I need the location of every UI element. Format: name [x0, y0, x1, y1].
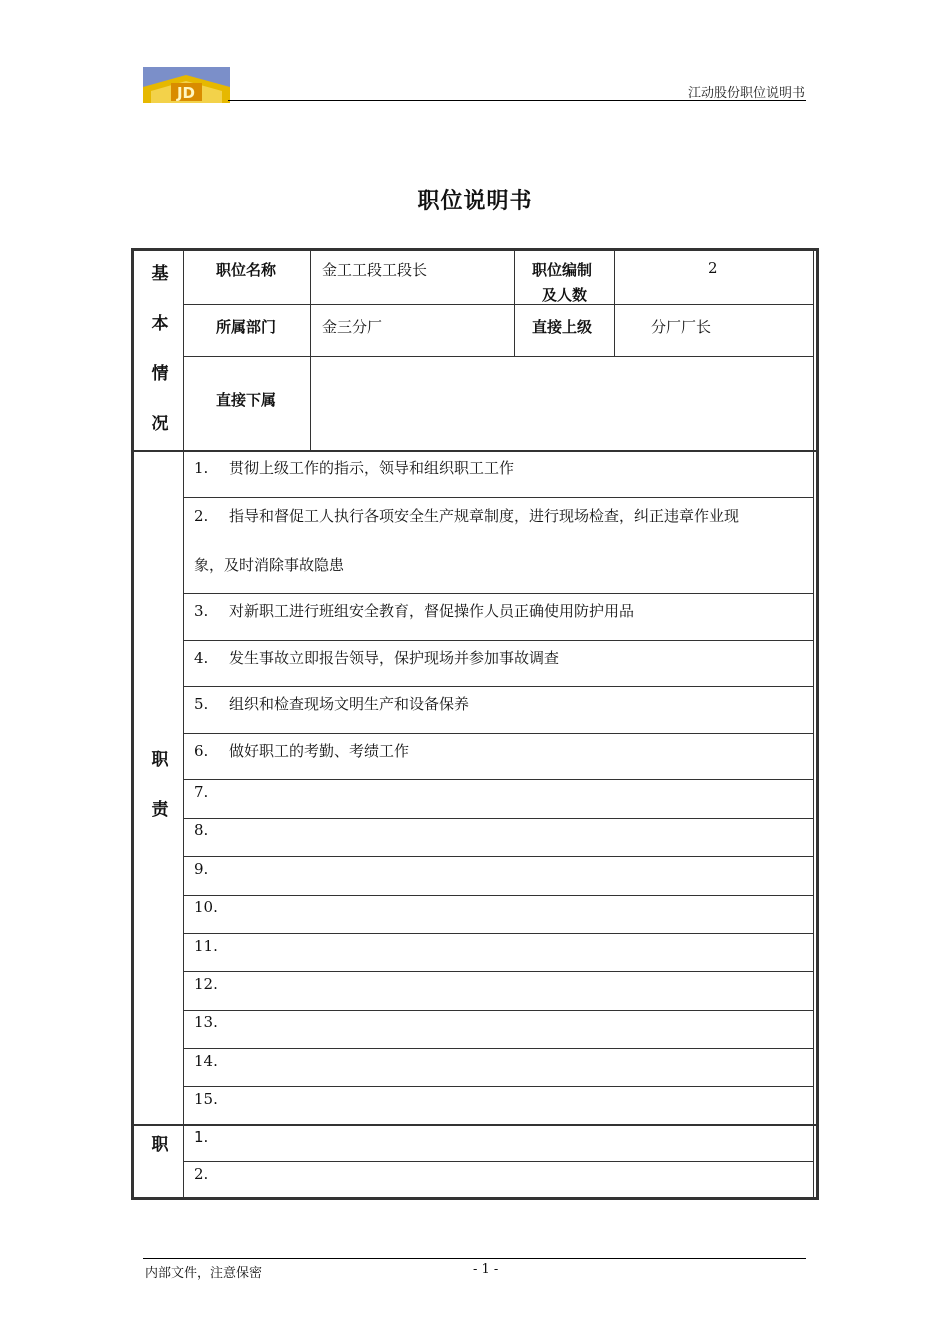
- section-label-authority: 职: [151, 1135, 169, 1155]
- duty-item: [194, 975, 229, 993]
- duty-line: [183, 971, 813, 972]
- section-label-duties-2: 责: [151, 800, 169, 820]
- duty-text: 贯彻上级工作的指示，领导和组织职工工作: [229, 459, 515, 477]
- duty-line: [183, 686, 813, 687]
- authority-item: [194, 1128, 229, 1146]
- duty-line: [183, 779, 813, 780]
- duty-item: [194, 898, 229, 916]
- duty-number: 12.: [194, 975, 218, 993]
- duty-item: [194, 860, 229, 878]
- duty-line: [183, 818, 813, 819]
- basic-row-line-2: [183, 356, 813, 357]
- duty-line: [183, 933, 813, 934]
- duty-number: 14.: [194, 1052, 218, 1070]
- duty-item: [194, 1090, 229, 1108]
- duty-item: [194, 600, 634, 621]
- duty-item: [194, 783, 229, 801]
- section-label-basic-2: 本: [151, 314, 169, 334]
- duty-line: [183, 1086, 813, 1087]
- position-name-value: 金工工段工段长: [322, 261, 428, 279]
- duty-number: 11.: [194, 937, 218, 955]
- headcount-value: 2: [708, 259, 718, 277]
- duty-item: [194, 693, 469, 714]
- duty-number: 15.: [194, 1090, 218, 1108]
- section-divider-authority: [134, 1124, 816, 1126]
- subordinate-label: 直接下属: [216, 391, 277, 409]
- duty-text: 组织和检查现场文明生产和设备保养: [229, 695, 470, 713]
- duty-item: [194, 740, 409, 761]
- duty-number: 3.: [194, 602, 209, 620]
- section-divider-duties: [134, 450, 816, 452]
- duty-number: 10.: [194, 898, 218, 916]
- headcount-label-line2: 及人数: [542, 286, 588, 304]
- duty-text: 发生事故立即报告领导，保护现场并参加事故调查: [229, 649, 560, 667]
- authority-number: 1.: [194, 1128, 209, 1146]
- supervisor-label: 直接上级: [532, 318, 593, 336]
- duty-item: [194, 1013, 229, 1031]
- authority-line: [183, 1161, 813, 1162]
- duty-item: [194, 505, 739, 526]
- label-column-divider: [183, 251, 184, 1197]
- duty-item: [194, 647, 559, 668]
- authority-number: 2.: [194, 1165, 209, 1183]
- duty-item: [194, 937, 229, 955]
- section-label-basic-3: 情: [151, 364, 169, 384]
- duty-text: 指导和督促工人执行各项安全生产规章制度，进行现场检查，纠正违章作业现: [229, 507, 740, 525]
- duty-line: [183, 1048, 813, 1049]
- section-label-basic-1: 基: [151, 264, 169, 284]
- duty-text: 做好职工的考勤、考绩工作: [229, 742, 410, 760]
- duty-item: [194, 457, 514, 478]
- right-inner-border: [813, 251, 814, 1197]
- document-title: 职位说明书: [417, 189, 533, 214]
- duty-number: 5.: [194, 695, 209, 713]
- footer-rule: [143, 1258, 806, 1259]
- duty-number: 9.: [194, 860, 209, 878]
- duty-text: 对新职工进行班组安全教育，督促操作人员正确使用防护用品: [229, 602, 635, 620]
- position-name-label: 职位名称: [216, 261, 277, 279]
- footer-confidential-note: 内部文件，注意保密: [145, 1266, 263, 1281]
- duty-line: [183, 895, 813, 896]
- duty-number: 6.: [194, 742, 209, 760]
- duty-item-continuation: 象，及时消除事故隐患: [194, 556, 345, 574]
- company-logo: [143, 67, 230, 103]
- header-rule: [228, 100, 806, 101]
- basic-divider-1: [310, 251, 311, 450]
- section-label-basic-4: 况: [151, 414, 169, 434]
- basic-row-line-1: [183, 304, 813, 305]
- header-title: 江动股份职位说明书: [687, 86, 805, 101]
- duty-line: [183, 856, 813, 857]
- supervisor-value: 分厂厂长: [651, 318, 712, 336]
- footer-page-number: - 1 -: [473, 1262, 499, 1277]
- duty-number: 1.: [194, 459, 209, 477]
- section-label-duties-1: 职: [151, 750, 169, 770]
- duty-item: [194, 821, 229, 839]
- duty-number: 8.: [194, 821, 209, 839]
- duty-line: [183, 497, 813, 498]
- duty-number: 7.: [194, 783, 209, 801]
- duty-number: 4.: [194, 649, 209, 667]
- duty-number: 2.: [194, 507, 209, 525]
- duty-line: [183, 1010, 813, 1011]
- headcount-label-line1: 职位编制: [532, 261, 593, 279]
- duty-line: [183, 640, 813, 641]
- logo-text: JD: [176, 84, 196, 102]
- duty-line: [183, 593, 813, 594]
- duty-line: [183, 733, 813, 734]
- duty-number: 13.: [194, 1013, 218, 1031]
- authority-item: [194, 1165, 229, 1183]
- department-value: 金三分厂: [322, 318, 383, 336]
- duty-item: [194, 1052, 229, 1070]
- department-label: 所属部门: [216, 318, 277, 336]
